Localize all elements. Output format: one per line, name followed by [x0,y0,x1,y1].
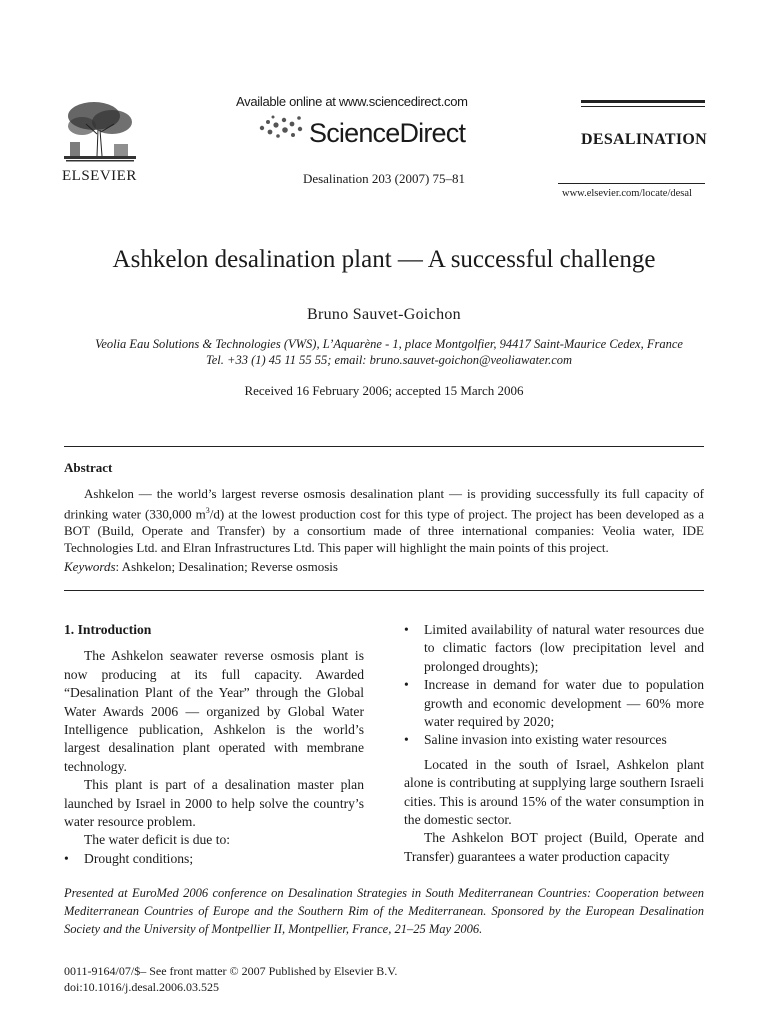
bullet-item [404,621,704,676]
journal-url-rule [558,183,705,184]
journal-rule-thin [581,106,705,107]
intro-paragraph-5: The Ashkelon BOT project (Build, Operate and Transfer) guarantees a water production capacity [404,830,704,864]
abstract-heading: Abstract [64,460,113,475]
bullet-mark: • [64,850,69,866]
keywords-label: Keywords [64,559,116,574]
front-matter-line: 0011-9164/07/$– See front matter © 2007 Published by Elsevier B.V. [64,964,398,978]
footnote-part-b: and the University of Montpellier II, Montpellier, France, 21–25 May 2006. [100,922,483,936]
affiliation-line-2: Tel. +33 (1) 45 11 55 55; email: bruno.sauvet-goichon@veoliawater.com [205,353,573,367]
doi-line[interactable]: doi:10.1016/j.desal.2006.03.525 [64,980,219,994]
journal-rule-thick [581,100,705,103]
abstract-sup: 3 [205,506,210,515]
publisher-name: ELSEVIER [62,168,137,184]
affiliation-line-1: Veolia Eau Solutions & Technologies (VWS), L’Aquarène - 1, place Montgolfier, 94417 Saint-Maurice Cedex, France [95,337,683,351]
sciencedirect-wordmark: ScienceDirect [309,118,466,148]
article-title: Ashkelon desalination plant — A successful challenge [112,246,656,273]
bullet-text: Saline invasion into existing water resources [424,732,667,748]
sciencedirect-dots-icon [258,114,306,140]
bullet-item [64,850,364,868]
abstract-text [64,485,704,556]
journal-url-link[interactable]: www.elsevier.com/locate/desal [562,188,692,199]
author-affiliation [40,336,738,368]
journal-citation [0,171,768,187]
article-author: Bruno Sauvet-Goichon [307,306,461,323]
left-column [64,621,364,868]
citation-text: Desalination 203 (2007) 75–81 [302,171,466,186]
abstract-text-a: Ashkelon — the world’s largest reverse osmosis desalination plant — is providing successfully its full capacity of drinking water (330,000 m [64,486,704,522]
abstract-top-rule [64,446,704,447]
intro-paragraph-2: This plant is part of a desalination master plan launched by Israel in 2000 to help solve the country’s water resource problem. [64,777,364,830]
intro-paragraph-3: The water deficit is due to: [84,832,231,848]
bullet-mark: • [404,732,409,748]
available-online-text: Available online at www.sciencedirect.com [236,94,468,109]
right-column [404,621,704,866]
conference-footnote [64,884,704,938]
intro-paragraph-1: The Ashkelon seawater reverse osmosis plant is now producing at its full capacity. Awarded “Desalination Plant of the Year” through the Global Water Awards 2006 — organized by Global Water Intelligence publication, Ashkelon is the world’s largest desalination plant operated with membrane technology. [64,648,364,774]
abstract-text-b: /d) at the lowest production cost for this type of project. The project has been developed as a BOT (Build, Operate and Transfer) by a consortium made of three international companies: Veolia water, IDE Technologies Ltd. and Elran Infrastructures Ltd. This paper will highlight the main points of this project. [64,506,704,556]
bullet-text: Limited availability of natural water resources due to climatic factors (low precipitation level and prolonged droughts); [424,622,704,674]
bullet-item [404,676,704,731]
intro-paragraph-4: Located in the south of Israel, Ashkelon plant alone is contributing at supplying large southern Israeli cities. This is around 15% of the water consumption in the domestic sector. [404,756,704,828]
abstract-bottom-rule [64,590,704,591]
elsevier-tree-logo [64,100,136,164]
keywords-line [64,559,338,575]
journal-name: DESALINATION [581,131,707,148]
received-dates: Received 16 February 2006; accepted 15 March 2006 [244,383,524,398]
bullet-text: Drought conditions; [84,850,194,866]
keywords-list: : Ashkelon; Desalination; Reverse osmosis [115,559,338,574]
bullet-mark: • [404,677,409,693]
section-heading: 1. Introduction [64,622,152,637]
bullet-mark: • [404,622,409,637]
bullet-text: Increase in demand for water due to population growth and economic development — 60% more water required by 2020; [424,677,704,730]
bullet-item [404,731,704,749]
footnote-part-a: Presented at EuroMed 2006 conference on Desalination Strategies in South Mediterranean Countries: Cooperation between Mediterranean Countries of Europe and the Southern Rim of the Mediterranean. Sponsored by the European Desalination Society [64,886,704,936]
